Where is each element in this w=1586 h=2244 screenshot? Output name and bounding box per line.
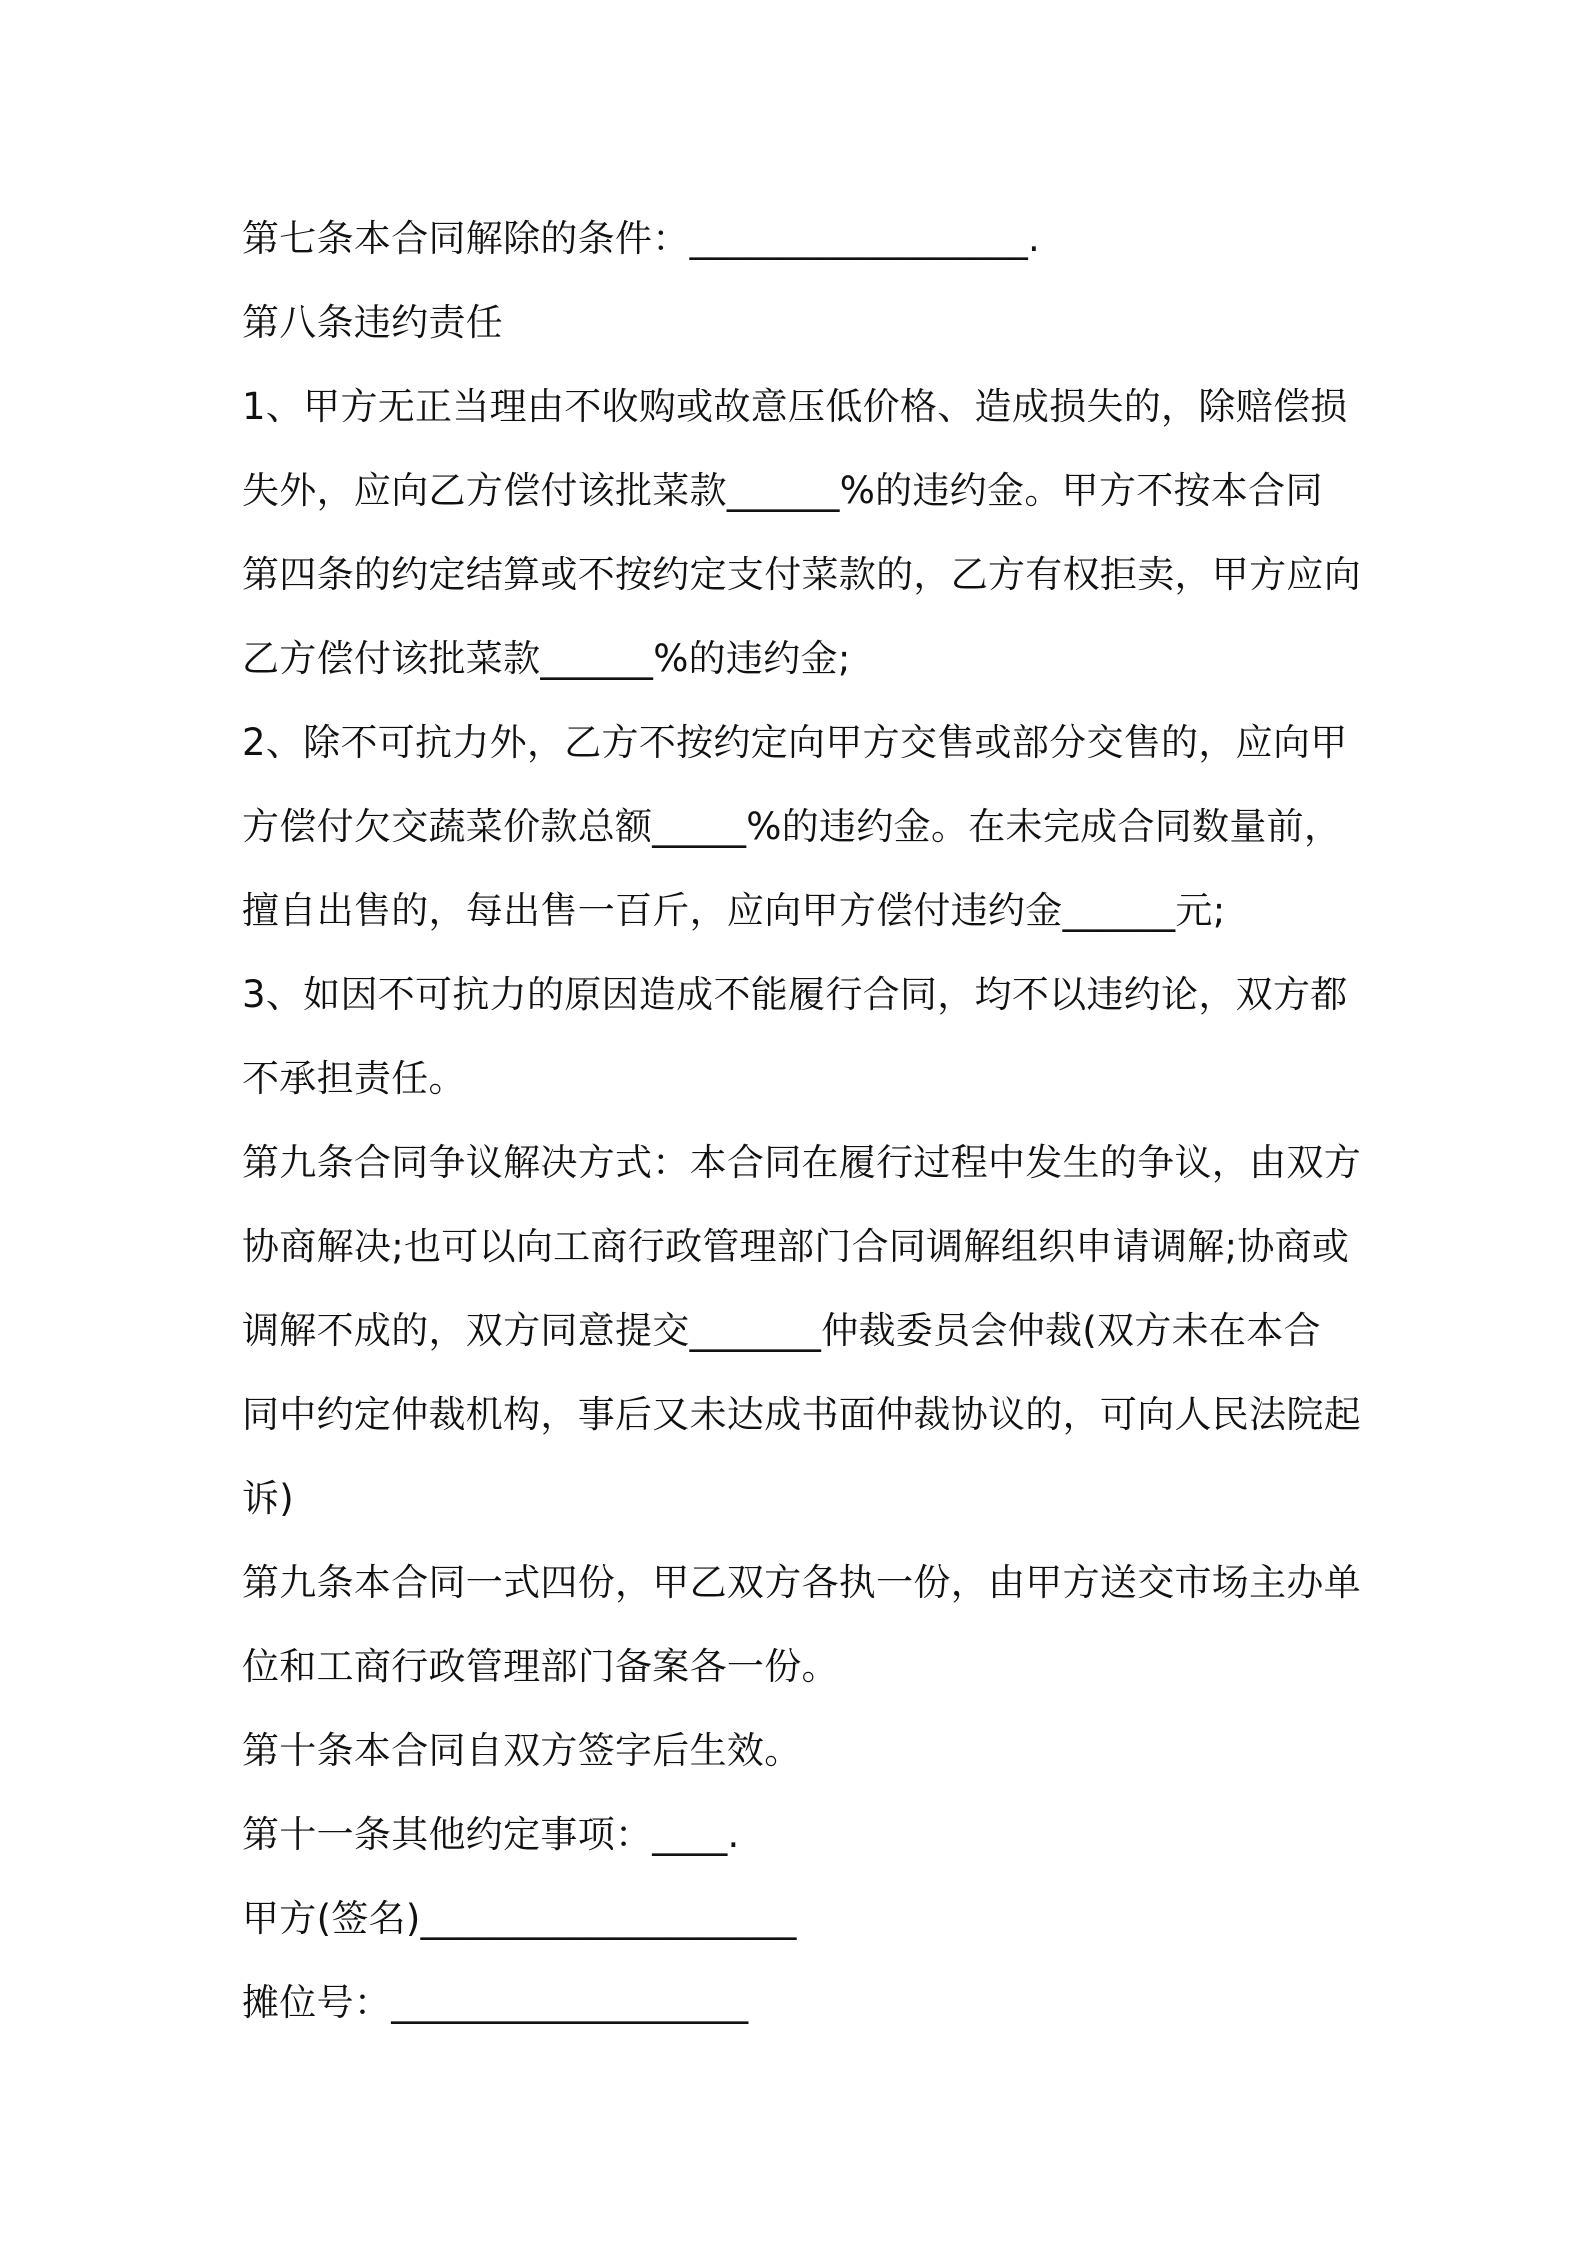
- clause-8-item-2-line-1: 2、除不可抗力外，乙方不按约定向甲方交售或部分交售的，应向甲: [242, 721, 1348, 764]
- clause-8-item-3-line-2: 不承担责任。: [242, 1057, 466, 1100]
- contract-text: [242, 197, 1362, 2045]
- clause-9-dispute-line-5: 诉): [242, 1477, 295, 1520]
- clause-8-item-3-line-1: 3、如因不可抗力的原因造成不能履行合同，均不以违约论，双方都: [242, 973, 1348, 1016]
- stall-number: 摊位号：___________________: [242, 1981, 749, 2024]
- party-a-signature: 甲方(签名)____________________: [242, 1897, 797, 1940]
- clause-9-dispute-line-3: 调解不成的，双方同意提交_______仲裁委员会仲裁(双方未在本合: [242, 1309, 1321, 1352]
- clause-9-dispute-line-1: 第九条合同争议解决方式：本合同在履行过程中发生的争议，由双方: [242, 1141, 1361, 1184]
- clause-8-item-2-line-2: 方偿付欠交蔬菜价款总额_____%的违约金。在未完成合同数量前，: [242, 805, 1342, 848]
- clause-9-dispute-line-4: 同中约定仲裁机构，事后又未达成书面仲裁协议的，可向人民法院起: [242, 1393, 1361, 1436]
- clause-8-item-1-line-4: 乙方偿付该批菜款______%的违约金;: [242, 637, 851, 680]
- clause-9-copies-line-1: 第九条本合同一式四份，甲乙双方各执一份，由甲方送交市场主办单: [242, 1561, 1361, 1604]
- clause-9-copies-line-2: 位和工商行政管理部门备案各一份。: [242, 1645, 839, 1688]
- clause-8-item-1-line-3: 第四条的约定结算或不按约定支付菜款的，乙方有权拒卖，甲方应向: [242, 553, 1361, 596]
- clause-11-other-matters: 第十一条其他约定事项：____.: [242, 1813, 740, 1856]
- clause-8-heading: 第八条违约责任: [242, 301, 504, 344]
- clause-10-effective: 第十条本合同自双方签字后生效。: [242, 1729, 802, 1772]
- clause-7-termination: 第七条本合同解除的条件：__________________.: [242, 217, 1041, 260]
- clause-8-item-1-line-2: 失外，应向乙方偿付该批菜款______%的违约金。甲方不按本合同: [242, 469, 1323, 512]
- clause-8-item-2-line-3: 擅自出售的，每出售一百斤，应向甲方偿付违约金______元;: [242, 889, 1226, 932]
- clause-9-dispute-line-2: 协商解决;也可以向工商行政管理部门合同调解组织申请调解;协商或: [242, 1225, 1350, 1268]
- clause-8-item-1-line-1: 1、甲方无正当理由不收购或故意压低价格、造成损失的，除赔偿损: [242, 385, 1348, 428]
